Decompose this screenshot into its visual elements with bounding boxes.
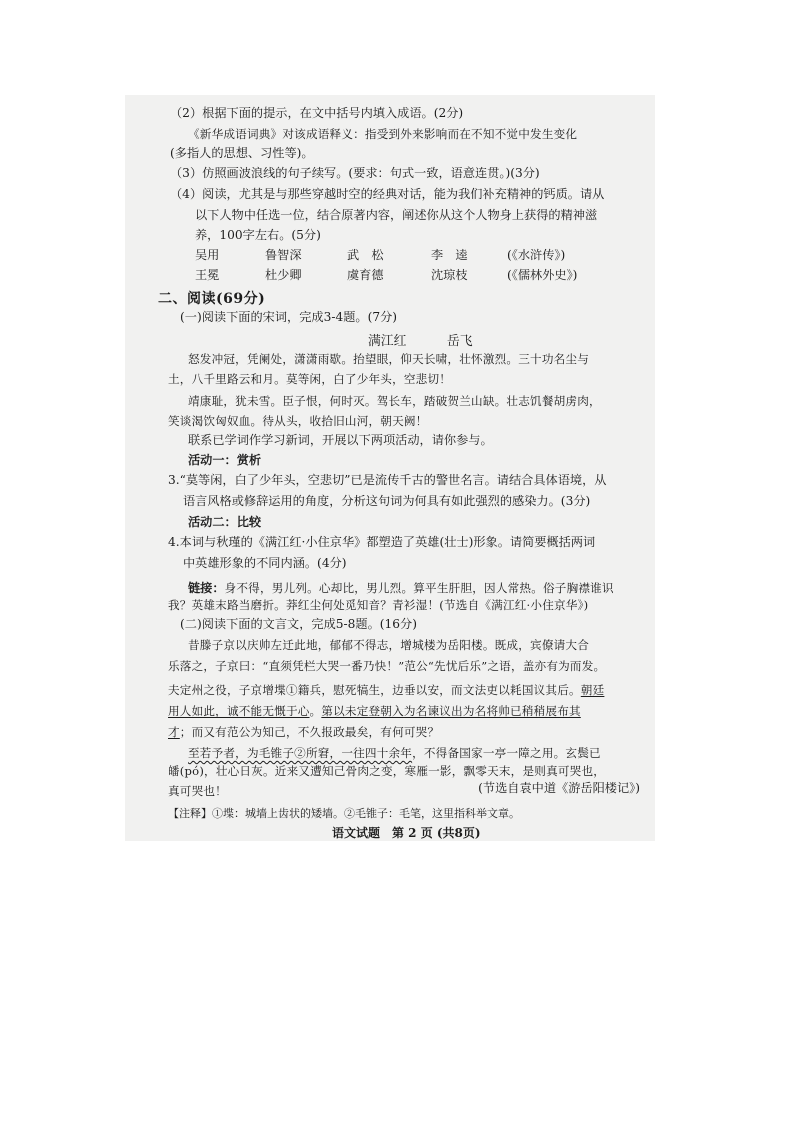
- link-line2: 我？英雄末路当磨折。莽红尘何处觅知音？青衫湿！(节选自《满江红·小住京华》): [168, 598, 589, 612]
- q4-prompt-line2: 以下人物中任选一位，结合原著内容，阐述你从这个人物身上获得的精神滋: [195, 208, 598, 222]
- poem-line: 怒发冲冠，凭阑处，潇潇雨歇。抬望眼，仰天长啸，壮怀激烈。三十功名尘与: [188, 352, 589, 366]
- q4-reading-line1: 4.本词与秋瑾的《满江红·小住京华》都塑造了英雄(壮士)形象。请简要概括两词: [168, 535, 596, 549]
- underlined-text: 才: [168, 725, 180, 739]
- link-line1: [188, 577, 614, 596]
- q3-reading-line2: 语言风格或修辞运用的角度，分析这句词为何具有如此强烈的感染力。(3分): [183, 494, 591, 508]
- wavy-underlined-text: 至若予者，为毛锥子②所窘，一往四十余年: [188, 746, 413, 760]
- page-footer: 语文试题 第 2 页 (共8页): [332, 826, 481, 840]
- character-option: 李 逵: [431, 248, 468, 262]
- underlined-text: 用人如此，诚不能无慨于心: [168, 704, 310, 718]
- activity-one-label: 活动一：赏析: [188, 453, 262, 467]
- book-title: (《儒林外史》): [507, 268, 578, 282]
- character-option: 虞育德: [347, 268, 384, 282]
- link-label: 链接：: [188, 581, 225, 595]
- notes: [168, 802, 520, 821]
- part2-intro: (二)阅读下面的文言文，完成5-8题。(16分): [180, 617, 417, 631]
- classical-text: 夫定州之役，子京增堞①籍兵，慰死犒生，边垂以安，而文法吏以耗国议其后。: [168, 683, 581, 697]
- poem-title: 满江红: [368, 334, 407, 349]
- classical-line: [168, 721, 439, 740]
- classical-line: 昔滕子京以庆帅左迁此地，郁郁不得志，增城楼为岳阳楼。既成，宾僚请大合: [188, 638, 589, 652]
- q3-reading-line1: 3.“莫等闲，白了少年头，空悲切”已是流传千古的警世名言。请结合具体语境，从: [168, 473, 607, 487]
- underlined-text: 朝廷: [580, 683, 605, 697]
- q4-prompt-line1: （4）阅读，尤其是与那些穿越时空的经典对话，能为我们补充精神的钙质。请从: [170, 187, 605, 201]
- q2-hint-line1: 《新华成语词典》对该成语释义：指受到外来影响而在不知不觉中发生变化: [188, 127, 578, 141]
- character-option: 杜少卿: [265, 268, 302, 282]
- classical-line: 皤(pó)，壮心日灰。近来又遭知己骨肉之变，寒雁一影，飘零天末，是则真可哭也，: [168, 764, 606, 778]
- poem-line: 土，八千里路云和月。莫等闲，白了少年头，空悲切！: [168, 372, 452, 386]
- notes-text: ①堞：城墙上齿状的矮墙。②毛锥子：毛笔，这里指科举文章。: [212, 807, 520, 820]
- underlined-text: 第以未定登朝入为名谏议出为名将帅已稍稍展布其: [321, 704, 581, 718]
- q4-prompt-line3: 养，100字左右。(5分): [195, 228, 321, 242]
- classical-text: 。: [309, 704, 322, 718]
- notes-label: 【注释】: [168, 807, 212, 820]
- character-option: 王冕: [195, 268, 220, 282]
- poem-line: 笑谈渴饮匈奴血。待从头，收拾旧山河，朝天阙！: [168, 414, 428, 428]
- activity-two-label: 活动二：比较: [188, 515, 262, 529]
- task-instruction: 联系已学词作学习新词，开展以下两项活动，请你参与。: [188, 433, 493, 447]
- section-heading: 二、阅读(69分): [158, 291, 266, 307]
- character-option: 沈琼枝: [431, 268, 468, 282]
- character-option: 吴用: [195, 248, 220, 262]
- q3-prompt: （3）仿照画波浪线的句子续写。(要求：句式一致，语意连贯。)(3分): [170, 166, 540, 180]
- source-citation: (节选自袁中道《游岳阳楼记》): [478, 781, 640, 795]
- classical-line: [168, 679, 604, 698]
- classical-line: [188, 742, 601, 761]
- part1-intro: (一)阅读下面的宋词，完成3-4题。(7分): [180, 310, 398, 324]
- poem-line: 靖康耻，犹未雪。臣子恨，何时灭。驾长车，踏破贺兰山缺。壮志饥餐胡虏肉，: [188, 394, 601, 408]
- q4-reading-line2: 中英雄形象的不同内涵。(4分): [183, 556, 347, 570]
- classical-line: 乐落之，子京曰：“直须凭栏大哭一番乃快！”范公“先忧后乐”之语，盖亦有为而发。: [168, 659, 606, 673]
- classical-line: 真可哭也！: [168, 784, 227, 798]
- book-title: (《水浒传》): [507, 248, 566, 262]
- classical-line: [168, 700, 581, 719]
- q2-hint-line2: (多指人的思想、习性等)。: [170, 146, 314, 160]
- poem-author: 岳飞: [447, 334, 473, 349]
- character-option: 武 松: [347, 248, 384, 262]
- q2-prompt: （2）根据下面的提示，在文中括号内填入成语。(2分): [170, 106, 464, 120]
- character-option: 鲁智深: [265, 248, 302, 262]
- classical-text: ，不得备国家一亭一障之用。玄鬓已: [412, 746, 601, 760]
- classical-text: ；而又有范公为知己，不久报政最矣，有何可哭？: [179, 725, 440, 739]
- link-text: 身不得，男儿列。心却比，男儿烈。算平生肝胆，因人常热。俗子胸襟谁识: [224, 581, 614, 595]
